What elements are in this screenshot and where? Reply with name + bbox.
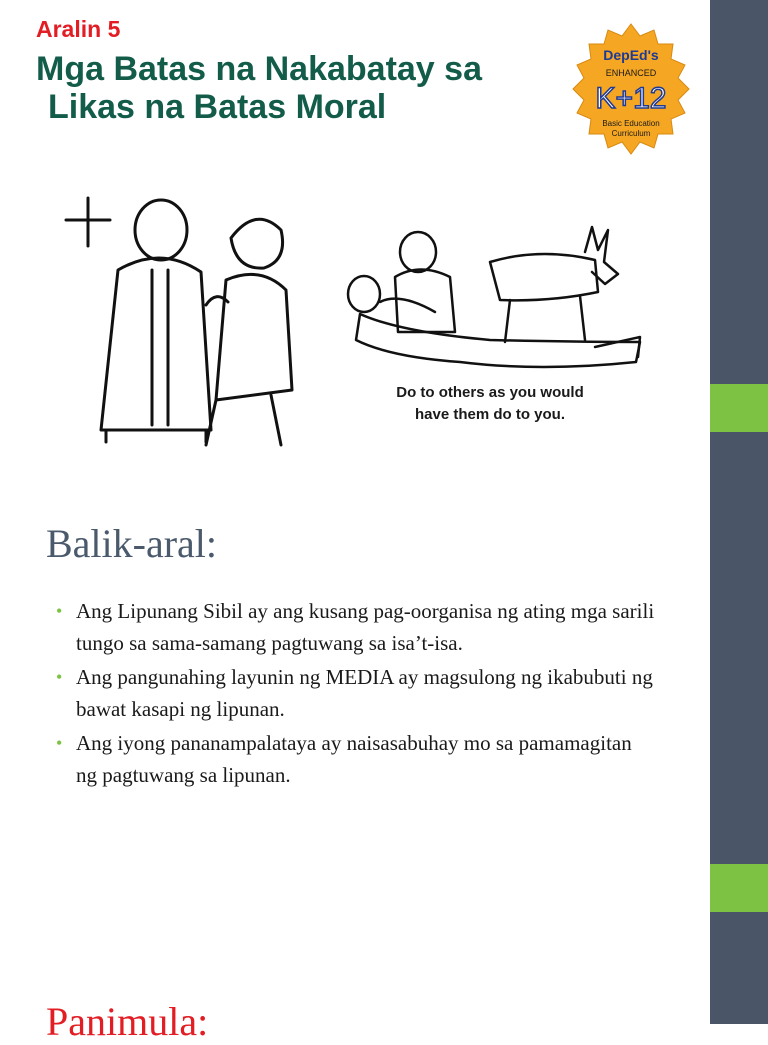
illustration-caption [335,382,645,426]
page-title [36,50,482,126]
cross-icon [66,198,110,246]
good-samaritan-illustration [340,222,650,387]
samaritan-figure [380,232,455,332]
sidebar-accent-bottom [710,864,768,912]
bullet-dot-icon: • [56,733,63,753]
caption-line-1: Do to others as you would [396,384,584,401]
bullet-dot-icon: • [56,601,63,621]
bullet-dot-icon: • [56,667,63,687]
badge-brand: DepEd's [603,47,659,63]
donkey-figure [490,227,618,342]
badge-program: K+12 [595,82,667,115]
intro-heading: Panimula: [46,999,209,1044]
wounded-man-figure [348,276,640,367]
review-heading: Balik-aral: [46,521,218,566]
badge-enhanced: ENHANCED [605,68,657,78]
bullet-item [56,661,656,725]
bullet-item [56,595,656,659]
lesson-label: Aralin 5 [36,16,121,42]
priest-figure [101,200,211,442]
title-line-1: Mga Batas na Nakabatay sa [36,50,482,88]
review-bullet-list [56,595,656,793]
woman-figure [206,219,292,445]
deped-k12-badge [566,22,696,172]
sidebar-accent-top [710,384,768,432]
priest-confession-illustration [56,190,306,455]
bullet-item [56,727,656,791]
bullet-text: Ang iyong pananampalataya ay naisasabuhay mo sa pamamagitan ng pagtuwang sa lipunan. [76,731,632,787]
badge-subtitle-1: Basic Education [602,119,660,128]
title-line-2: Likas na Batas Moral [48,88,387,126]
badge-subtitle-2: Curriculum [611,129,651,138]
bullet-text: Ang Lipunang Sibil ay ang kusang pag-oorganisa ng ating mga sarili tungo sa sama-samang pagtuwang sa isa’t-isa. [76,599,655,655]
bullet-text: Ang pangunahing layunin ng MEDIA ay magsulong ng ikabubuti ng bawat kasapi ng lipunan. [76,665,653,721]
caption-line-2: have them do to you. [414,406,565,423]
right-sidebar [710,0,768,1024]
